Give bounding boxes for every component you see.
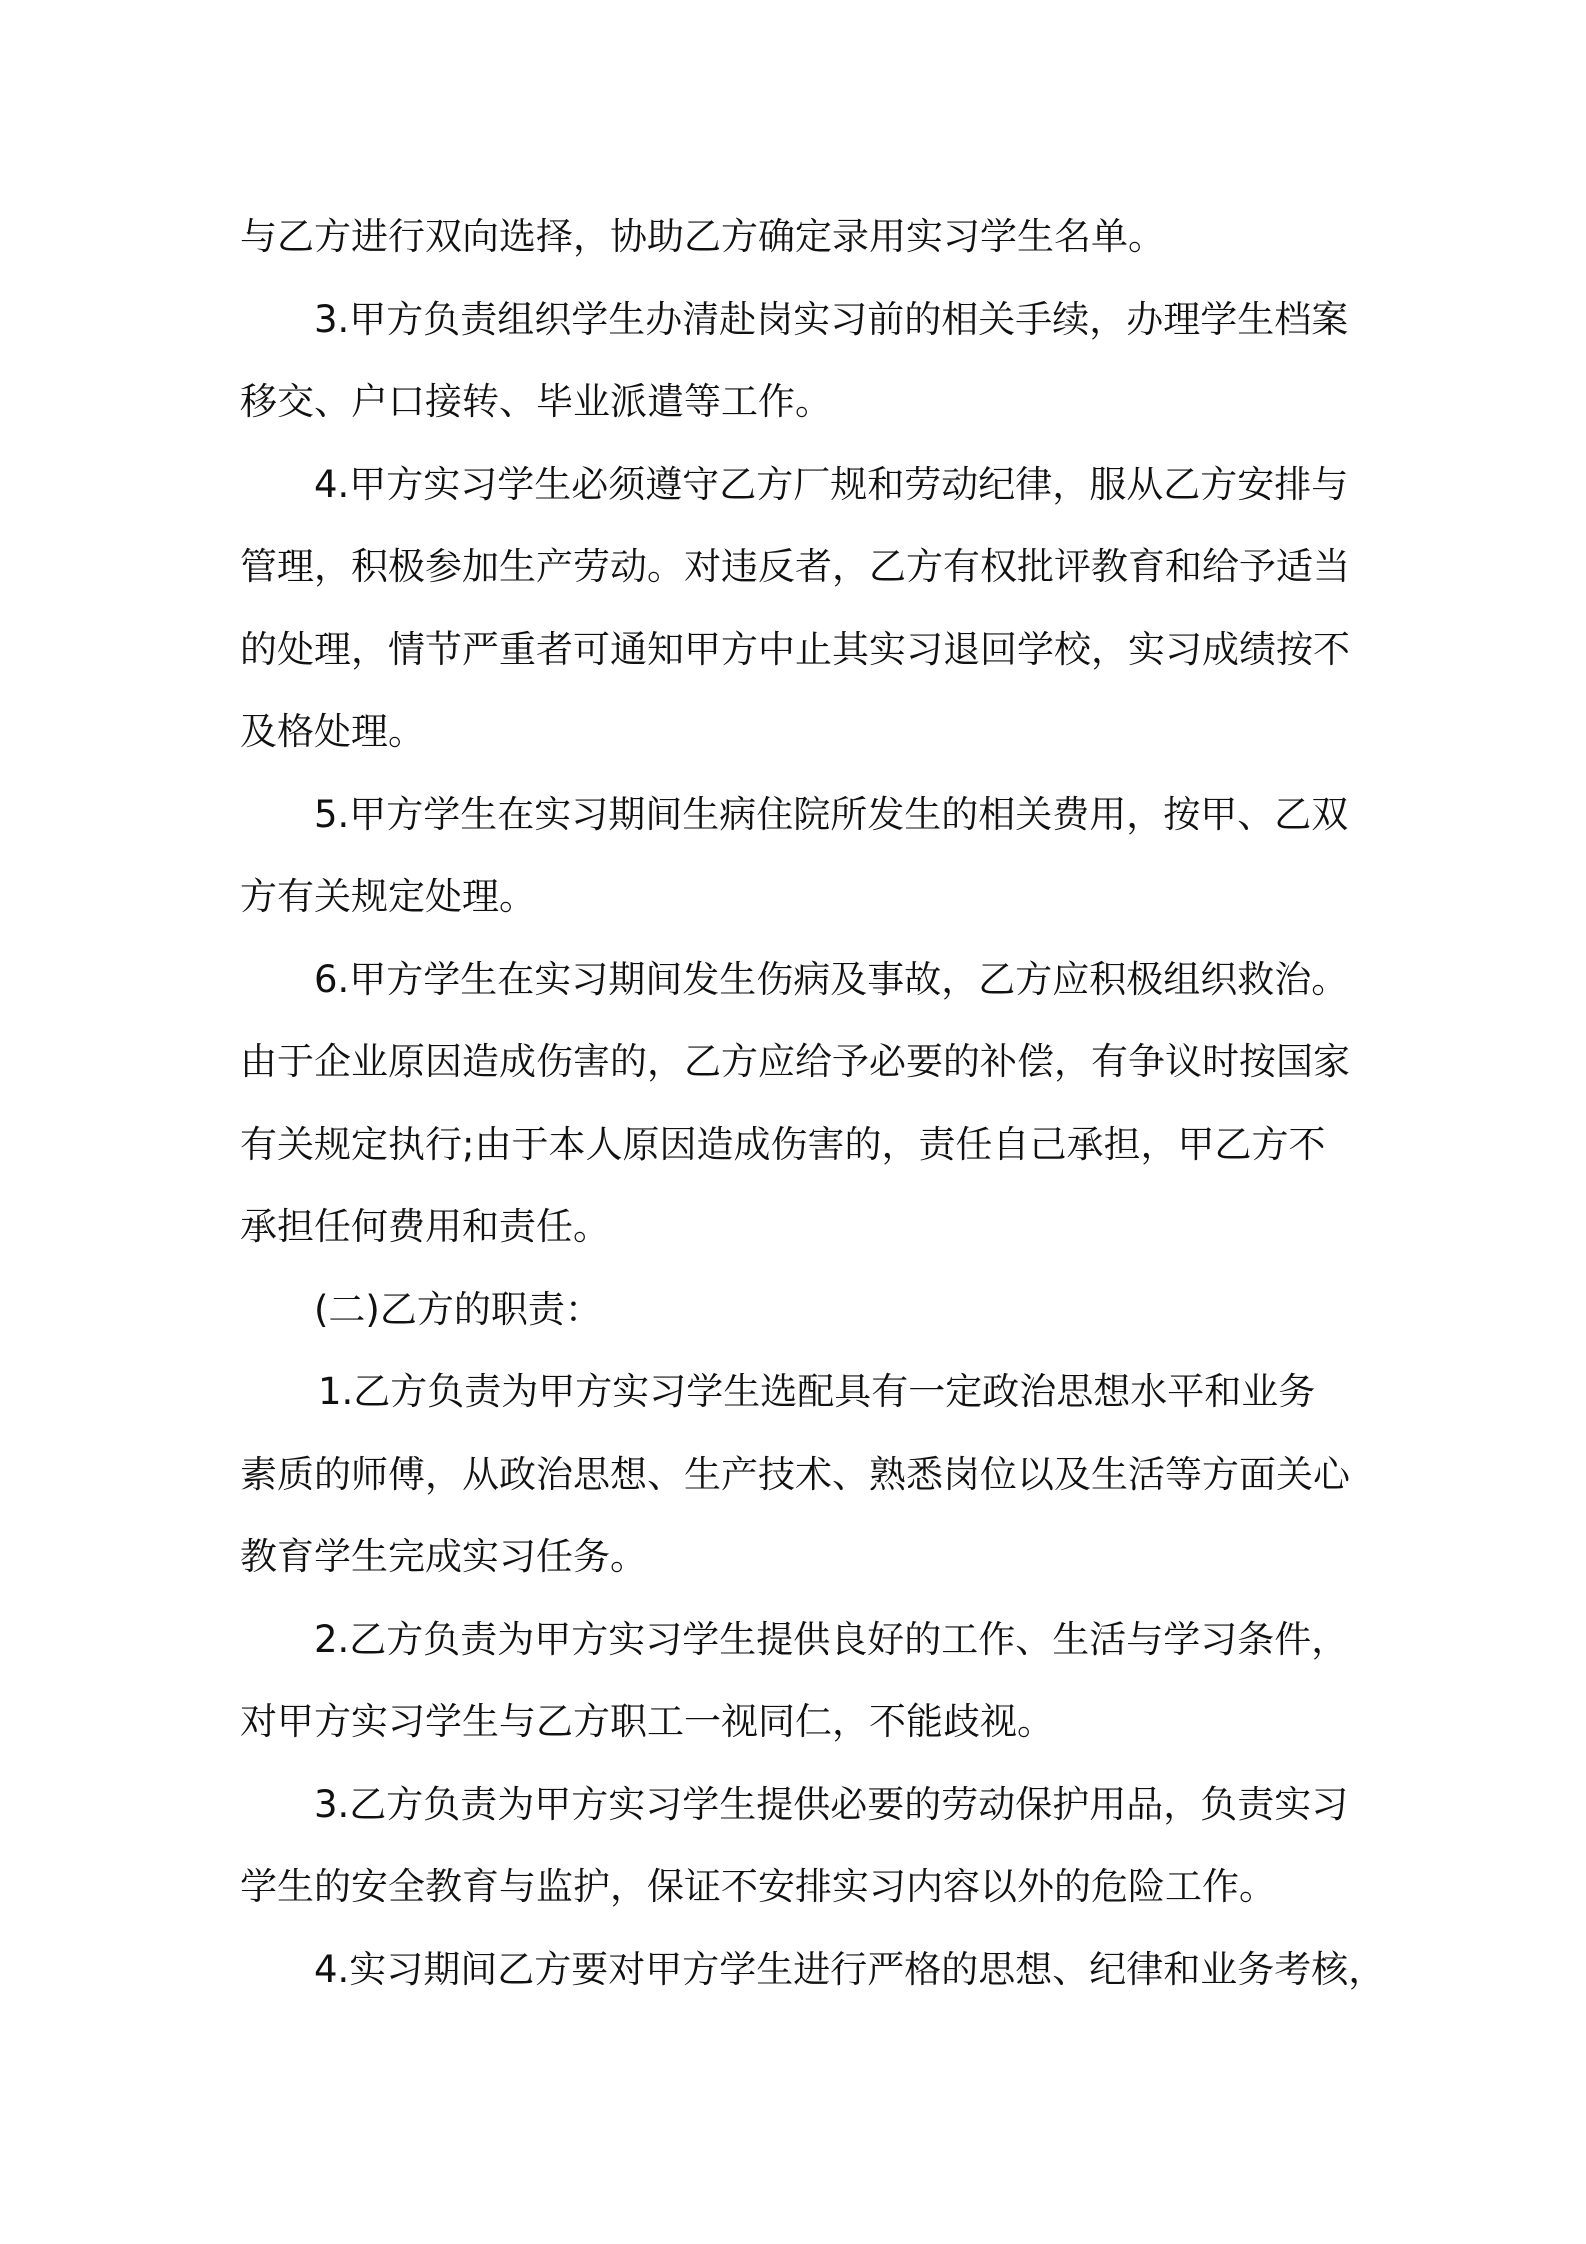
paragraph-line: 4.实习期间乙方要对甲方学生进行严格的思想、纪律和业务考核，	[314, 1947, 1386, 1991]
paragraph-line: 教育学生完成实习任务。	[240, 1535, 647, 1578]
paragraph-b-item-1	[240, 1351, 1366, 1599]
paragraph-line: 素质的师傅，从政治思想、生产技术、熟悉岗位以及生活等方面关心	[240, 1452, 1350, 1496]
paragraph-line: 1.乙方负责为甲方实习学生选配具有一定政治思想水平和业务	[318, 1370, 1316, 1413]
paragraph-line: 承担任何费用和责任。	[240, 1205, 610, 1248]
paragraph-line: 对甲方实习学生与乙方职工一视同仁，不能歧视。	[240, 1700, 1054, 1743]
paragraph-line: 方有关规定处理。	[240, 875, 536, 918]
section-heading-party-b-duties	[240, 1269, 1366, 1352]
paragraph-item-5	[240, 774, 1366, 939]
paragraph-b-item-3	[240, 1764, 1366, 1929]
paragraph-line: 移交、户口接转、毕业派遣等工作。	[240, 380, 832, 423]
paragraph-intro	[240, 196, 1366, 279]
paragraph-item-6	[240, 939, 1366, 1269]
paragraph-line: 5.甲方学生在实习期间生病住院所发生的相关费用，按甲、乙双	[314, 792, 1349, 836]
paragraph-line: 3.甲方负责组织学生办清赴岗实习前的相关手续，办理学生档案	[314, 297, 1349, 341]
paragraph-line: 4.甲方实习学生必须遵守乙方厂规和劳动纪律，服从乙方安排与	[314, 462, 1349, 506]
paragraph-item-3	[240, 279, 1366, 444]
paragraph-b-item-4	[240, 1929, 1386, 2012]
paragraph-line: 有关规定执行;由于本人原因造成伤害的，责任自己承担，甲乙方不	[240, 1122, 1326, 1166]
paragraph-line: 由于企业原因造成伤害的，乙方应给予必要的补偿，有争议时按国家	[240, 1040, 1350, 1083]
paragraph-line: 与乙方进行双向选择，协助乙方确定录用实习学生名单。	[240, 215, 1165, 258]
section-heading-line: (二)乙方的职责：	[314, 1287, 602, 1331]
paragraph-b-item-2	[240, 1599, 1366, 1764]
paragraph-line: 的处理，情节严重者可通知甲方中止其实习退回学校，实习成绩按不	[240, 627, 1350, 671]
paragraph-line: 3.乙方负责为甲方实习学生提供必要的劳动保护用品，负责实习	[314, 1782, 1349, 1826]
paragraph-line: 管理，积极参加生产劳动。对违反者，乙方有权批评教育和给予适当	[240, 545, 1350, 588]
document-body	[240, 196, 1386, 2011]
paragraph-line: 及格处理。	[240, 710, 425, 753]
paragraph-line: 2.乙方负责为甲方实习学生提供良好的工作、生活与学习条件，	[314, 1617, 1349, 1661]
paragraph-line: 6.甲方学生在实习期间发生伤病及事故，乙方应积极组织救治。	[314, 957, 1349, 1001]
paragraph-line: 学生的安全教育与监护，保证不安排实习内容以外的危险工作。	[240, 1865, 1276, 1908]
paragraph-item-4	[240, 444, 1366, 774]
